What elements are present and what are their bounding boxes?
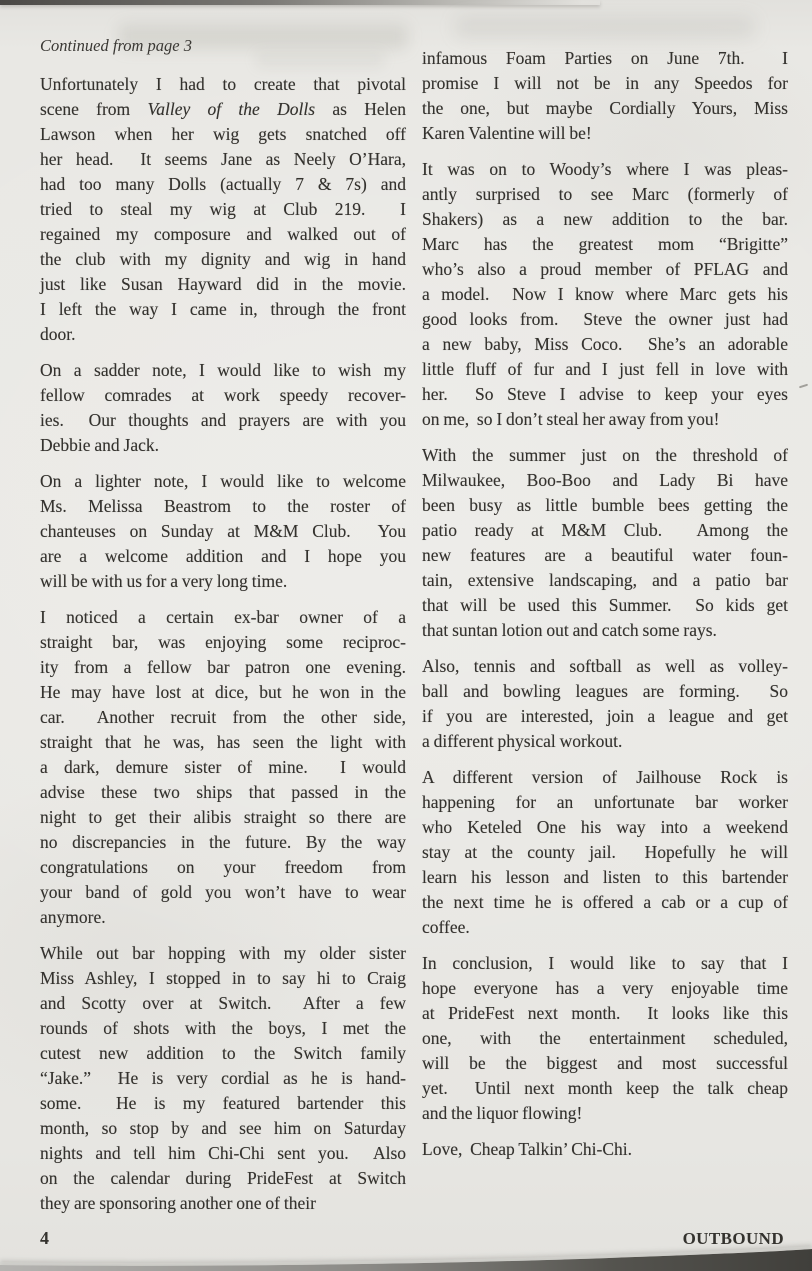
text-line: that will be used this Summer. So kids get: [422, 595, 788, 615]
paragraph: [422, 1137, 788, 1162]
text-line: It was on to Woody’s where I was pleas-: [422, 159, 788, 179]
text-line: Milwaukee, Boo-Boo and Lady Bi have: [422, 470, 788, 490]
text-line: just like Susan Hayward did in the movie.: [40, 274, 406, 294]
text-line: who’s also a proud member of PFLAG and: [422, 259, 788, 279]
text-line: scene from Valley of the Dolls as Helen: [40, 99, 406, 119]
text-line: straight bar, was enjoying some reciproc-: [40, 632, 406, 652]
text-line: if you are interested, join a league and get: [422, 706, 788, 726]
right-column-text: [422, 46, 788, 1162]
text-line: promise I will not be in any Speedos for: [422, 73, 788, 93]
text-line: the club with my dignity and wig in hand: [40, 249, 406, 269]
text-line: anymore.: [40, 907, 106, 927]
text-line: the one, but maybe Cordially Yours, Miss: [422, 98, 788, 118]
page-number: 4: [40, 1228, 49, 1248]
text-line: On a lighter note, I would like to welcome: [40, 471, 406, 491]
text-line: night to get their alibis straight so there are: [40, 807, 406, 827]
text-line: Also, tennis and softball as well as volley-: [422, 656, 788, 676]
text-line: Shakers) as a new addition to the bar.: [422, 209, 788, 229]
scan-shadow-artifact: [0, 1241, 812, 1271]
text-line: yet. Until next month keep the talk cheap: [422, 1078, 788, 1098]
text-line: they are sponsoring another one of their: [40, 1193, 316, 1213]
text-line: Miss Ashley, I stopped in to say hi to Craig: [40, 968, 406, 988]
text-line: nights and tell him Chi-Chi sent you. Also: [40, 1143, 406, 1163]
text-line: cutest new addition to the Switch family: [40, 1043, 406, 1063]
text-line: are a welcome addition and I hope you: [40, 546, 406, 566]
right-column: [422, 46, 788, 1162]
text-line: been busy as little bumble bees getting the: [422, 495, 788, 515]
text-line: the next time he is offered a cab or a cup of: [422, 892, 788, 912]
text-line: a dark, demure sister of mine. I would: [40, 757, 406, 777]
text-line: congratulations on your freedom from: [40, 857, 406, 877]
text-line: on the calendar during PrideFest at Switch: [40, 1168, 406, 1188]
text-line: who Keteled One his way into a weekend: [422, 817, 788, 837]
text-line: advise these two ships that passed in the: [40, 782, 406, 802]
paragraph: [40, 72, 406, 347]
text-line: Lawson when her wig gets snatched off: [40, 124, 406, 144]
text-line: While out bar hopping with my older sister: [40, 943, 406, 963]
text-line: In conclusion, I would like to say that I: [422, 953, 788, 973]
text-line: Debbie and Jack.: [40, 435, 160, 455]
paragraph: [422, 765, 788, 940]
text-line: month, so stop by and see him on Saturday: [40, 1118, 406, 1138]
paragraph: [422, 46, 788, 146]
paragraph: [422, 654, 788, 754]
text-line: chanteuses on Sunday at M&M Club. You: [40, 521, 406, 541]
text-line: Karen Valentine will be!: [422, 123, 592, 143]
paragraph: [40, 941, 406, 1216]
text-line: infamous Foam Parties on June 7th. I: [422, 48, 788, 68]
bleedthrough-artifact: [455, 16, 755, 38]
text-line: new features are a beautiful water foun-: [422, 545, 788, 565]
text-line: stay at the county jail. Hopefully he will: [422, 842, 788, 862]
text-line: I noticed a certain ex-bar owner of a: [40, 607, 406, 627]
text-line: her head. It seems Jane as Neely O’Hara,: [40, 149, 406, 169]
text-line: learn his lesson and listen to this bartender: [422, 867, 788, 887]
text-line: “Jake.” He is very cordial as he is hand-: [40, 1068, 406, 1088]
text-line: straight that he was, has seen the light with: [40, 732, 406, 752]
text-line: Love, Cheap Talkin’ Chi-Chi.: [422, 1139, 632, 1159]
text-line: a model. Now I know where Marc gets his: [422, 284, 788, 304]
magazine-title: OUTBOUND: [682, 1229, 784, 1248]
text-line: your band of gold you won’t have to wear: [40, 882, 406, 902]
text-line: that suntan lotion out and catch some rays.: [422, 620, 717, 640]
paragraph: [40, 358, 406, 458]
text-line: on me, so I don’t steal her away from you!: [422, 409, 720, 429]
text-line: antly surprised to see Marc (formerly of: [422, 184, 788, 204]
text-line: at PrideFest next month. It looks like this: [422, 1003, 788, 1023]
text-line: some. He is my featured bartender this: [40, 1093, 406, 1113]
text-line: tain, extensive landscaping, and a patio bar: [422, 570, 788, 590]
continued-from-note: Continued from page 3: [40, 36, 193, 55]
scan-edge-artifact: [0, 0, 600, 5]
paragraph: [40, 469, 406, 594]
text-line: With the summer just on the threshold of: [422, 445, 788, 465]
text-line: Marc has the greatest mom “Brigitte”: [422, 234, 788, 254]
left-column: [40, 36, 406, 1216]
text-line: Ms. Melissa Beastrom to the roster of: [40, 496, 406, 516]
text-line: happening for an unfortunate bar worker: [422, 792, 788, 812]
text-line: On a sadder note, I would like to wish my: [40, 360, 406, 380]
text-line: had too many Dolls (actually 7 & 7s) and: [40, 174, 406, 194]
text-line: regained my composure and walked out of: [40, 224, 406, 244]
text-line: ball and bowling leagues are forming. So: [422, 681, 788, 701]
text-line: car. Another recruit from the other side,: [40, 707, 406, 727]
text-line: patio ready at M&M Club. Among the: [422, 520, 788, 540]
paragraph: [422, 157, 788, 432]
text-line: her. So Steve I advise to keep your eyes: [422, 384, 788, 404]
text-line: no discrepancies in the future. By the way: [40, 832, 406, 852]
paragraph: [422, 443, 788, 643]
text-line: little fluff of fur and I just fell in love with: [422, 359, 788, 379]
text-line: coffee.: [422, 917, 470, 937]
text-line: Unfortunately I had to create that pivotal: [40, 74, 406, 94]
text-line: tried to steal my wig at Club 219. I: [40, 199, 406, 219]
paragraph: [40, 605, 406, 930]
scan-speck-artifact: [799, 384, 808, 389]
text-line: fellow comrades at work speedy recover-: [40, 385, 406, 405]
text-line: rounds of shots with the boys, I met the: [40, 1018, 406, 1038]
text-line: will be with us for a very long time.: [40, 571, 288, 591]
text-line: a different physical workout.: [422, 731, 623, 751]
text-line: and Scotty over at Switch. After a few: [40, 993, 406, 1013]
text-line: I left the way I came in, through the front: [40, 299, 406, 319]
left-column-text: [40, 72, 406, 1216]
text-line: ity from a fellow bar patron one evening.: [40, 657, 406, 677]
text-line: ies. Our thoughts and prayers are with you: [40, 410, 406, 430]
text-line: He may have lost at dice, but he won in the: [40, 682, 406, 702]
text-line: door.: [40, 324, 76, 344]
text-line: will be the biggest and most successful: [422, 1053, 788, 1073]
text-line: good looks from. Steve the owner just had: [422, 309, 788, 329]
text-line: and the liquor flowing!: [422, 1103, 583, 1123]
text-line: hope everyone has a very enjoyable time: [422, 978, 788, 998]
text-line: A different version of Jailhouse Rock is: [422, 767, 788, 787]
text-line: one, with the entertainment scheduled,: [422, 1028, 788, 1048]
text-line: a new baby, Miss Coco. She’s an adorable: [422, 334, 788, 354]
paragraph: [422, 951, 788, 1126]
